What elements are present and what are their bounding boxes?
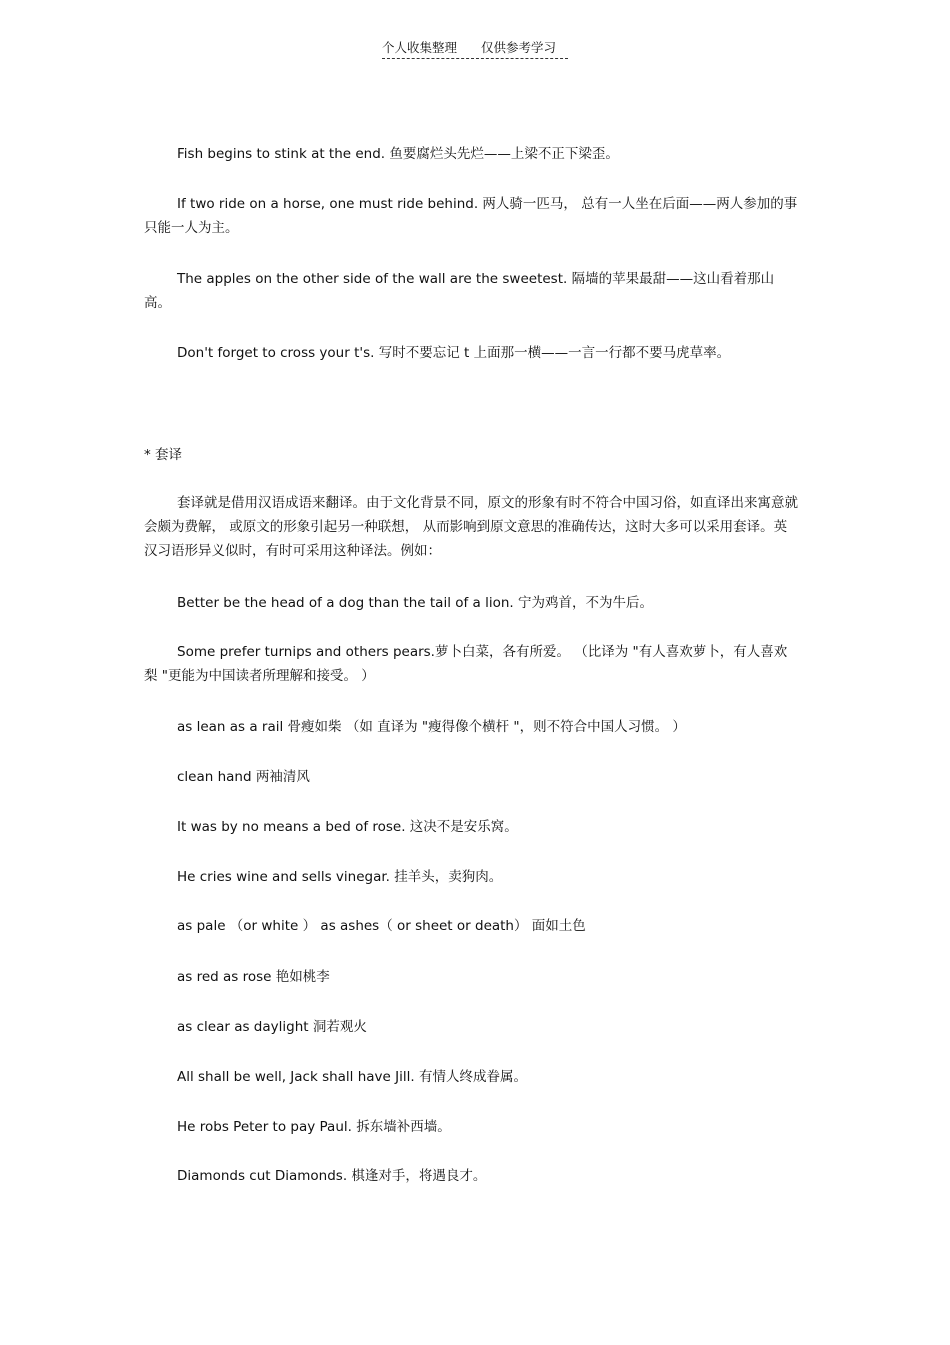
example-item: as clear as daylight 洞若观火 [177, 1019, 367, 1035]
example-item: He cries wine and sells vinegar. 挂羊头，卖狗肉。 [177, 869, 503, 885]
example-item: He robs Peter to pay Paul. 拆东墙补西墙。 [177, 1119, 451, 1135]
example-item: Some prefer turnips and others pears.萝卜白菜，各有所爱。 （比译为 "有人喜欢萝卜，有人喜欢梨 "更能为中国读者所理解和接受。 ） [144, 644, 788, 684]
section-title: * 套译 [144, 447, 183, 463]
example-item: as pale （or white ） as ashes（ or sheet or death） 面如土色 [177, 918, 586, 934]
example-item: All shall be well, Jack shall have Jill. 有情人终成眷属。 [177, 1069, 527, 1085]
header-left-text: 个人收集整理 [382, 40, 458, 55]
paragraph: Fish begins to stink at the end. 鱼要腐烂头先烂——上梁不正下梁歪。 [177, 146, 619, 162]
example-item: as red as rose 艳如桃李 [177, 969, 330, 985]
paragraph: Don't forget to cross your t's. 写时不要忘记 t 上面那一横——一言一行都不要马虎草率。 [177, 345, 731, 361]
page-header [382, 40, 568, 59]
paragraph: The apples on the other side of the wall are the sweetest. 隔墙的苹果最甜——这山看着那山高。 [144, 271, 775, 311]
example-item: It was by no means a bed of rose. 这决不是安乐窝。 [177, 819, 518, 835]
example-item: clean hand 两袖清风 [177, 769, 310, 785]
example-item: Diamonds cut Diamonds. 棋逢对手，将遇良才。 [177, 1168, 487, 1184]
example-item: Better be the head of a dog than the tail of a lion. 宁为鸡首，不为牛后。 [177, 595, 654, 611]
header-right-text: 仅供参考学习 [481, 40, 557, 55]
section-intro: 套译就是借用汉语成语来翻译。由于文化背景不同，原文的形象有时不符合中国习俗，如直译出来寓意就会颇为费解， 或原文的形象引起另一种联想， 从而影响到原文意思的准确传达，这时大多可以采用套译。英汉习语形异义似时，有时可采用这种译法。例如： [144, 495, 798, 559]
paragraph: If two ride on a horse, one must ride behind. 两人骑一匹马， 总有一人坐在后面——两人参加的事只能一人为主。 [144, 196, 798, 236]
example-item: as lean as a rail 骨瘦如柴 （如 直译为 "瘦得像个横杆 "，则不符合中国人习惯。 ） [177, 719, 686, 735]
